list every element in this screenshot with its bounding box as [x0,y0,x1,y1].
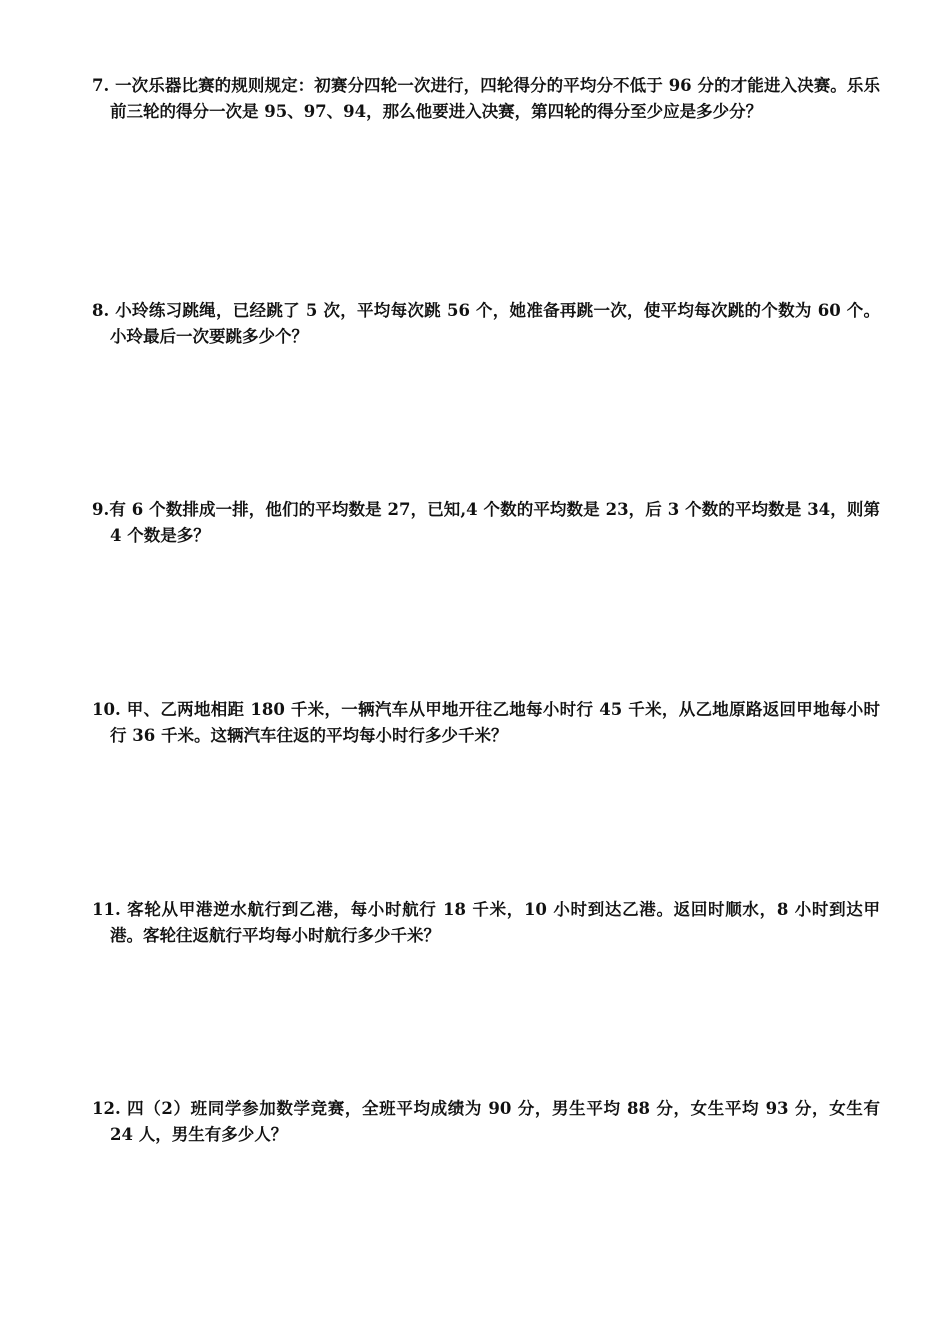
question-12: 12. 四（2）班同学参加数学竞赛，全班平均成绩为 90 分，男生平均 88 分，女生平均 93 分，女生有 24 人，男生有多少人？ [92,1099,880,1144]
question-9: 9.有 6 个数排成一排，他们的平均数是 27，已知,4 个数的平均数是 23，后 3 个数的平均数是 34，则第 4 个数是多？ [92,500,880,545]
question-10: 10. 甲、乙两地相距 180 千米，一辆汽车从甲地开往乙地每小时行 45 千米，从乙地原路返回甲地每小时行 36 千米。这辆汽车往返的平均每小时行多少千米？ [92,700,880,745]
question-11: 11. 客轮从甲港逆水航行到乙港，每小时航行 18 千米，10 小时到达乙港。返回时顺水，8 小时到达甲港。客轮往返航行平均每小时航行多少千米？ [92,900,880,945]
question-8: 8. 小玲练习跳绳，已经跳了 5 次，平均每次跳 56 个，她准备再跳一次，使平均每次跳的个数为 60 个。小玲最后一次要跳多少个？ [92,301,880,346]
question-7: 7. 一次乐器比赛的规则规定：初赛分四轮一次进行，四轮得分的平均分不低于 96 分的才能进入决赛。乐乐前三轮的得分一次是 95、97、94，那么他要进入决赛，第四轮的得分至少应是多少分？ [92,76,880,121]
